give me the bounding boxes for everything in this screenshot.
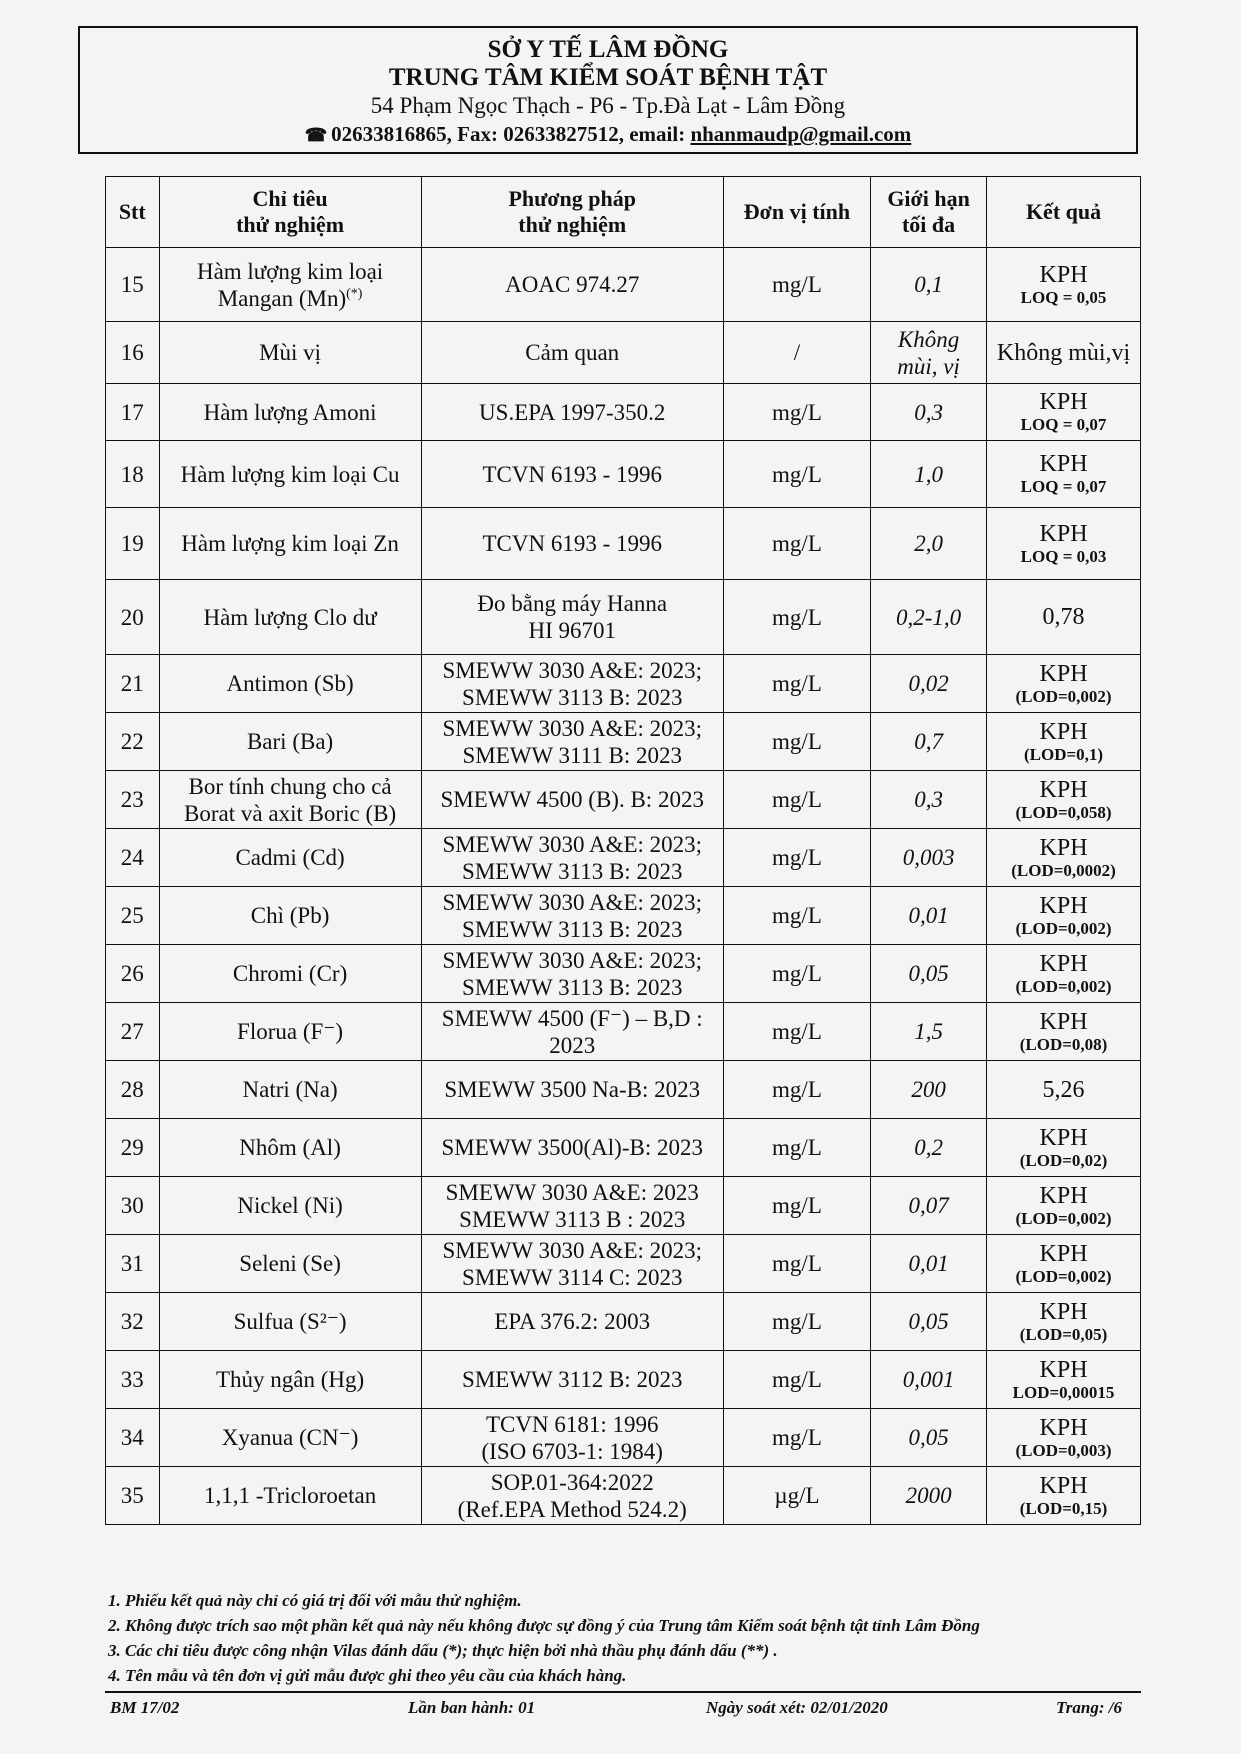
table-row [106, 887, 1141, 945]
cell-indicator [159, 1003, 421, 1061]
result-value: KPH [1039, 261, 1088, 288]
cell-stt: 32 [106, 1293, 160, 1351]
result-value: KPH [1039, 950, 1088, 977]
result-limit-note: (LOD=0,058) [1015, 802, 1112, 822]
method-line: AOAC 974.27 [505, 272, 640, 297]
cell-stt: 17 [106, 384, 160, 441]
method-line: Cảm quan [525, 340, 620, 365]
cell-limit: 1,0 [871, 441, 987, 508]
cell-limit: 0,7 [871, 713, 987, 771]
cell-unit: mg/L [723, 713, 870, 771]
cell-limit: 0,3 [871, 771, 987, 829]
method-line: (ISO 6703-1: 1984) [481, 1438, 663, 1464]
col-limit-header: Giới hạn tối đa [871, 177, 987, 248]
cell-stt: 20 [106, 580, 160, 655]
notes [108, 1588, 1148, 1688]
table-row [106, 1235, 1141, 1293]
indicator-name: Hàm lượng kim loại Cu [180, 461, 400, 487]
result-limit-note: (LOD=0,0002) [1011, 860, 1116, 880]
method-line: SMEWW 3113 B: 2023 [462, 974, 683, 1000]
result-value: KPH [1039, 451, 1088, 477]
cell-limit: 0,02 [871, 655, 987, 713]
indicator-name: Xyanua (CN⁻) [221, 1425, 359, 1450]
cell-unit: mg/L [723, 1293, 870, 1351]
cell-unit: mg/L [723, 945, 870, 1003]
cell-stt: 19 [106, 508, 160, 580]
method-line: SMEWW 3030 A&E: 2023; [442, 657, 703, 683]
indicator-name: Chromi (Cr) [232, 961, 348, 986]
cell-method [421, 713, 723, 771]
phone-icon: ☎ [304, 125, 328, 145]
cell-unit: mg/L [723, 829, 870, 887]
indicator-name: Hàm lượng kim loại Zn [181, 531, 399, 556]
table-row [106, 1119, 1141, 1177]
col-stt-header: Stt [106, 177, 160, 248]
cell-indicator [159, 1235, 421, 1293]
table-row [106, 1177, 1141, 1235]
method-line: SMEWW 3030 A&E: 2023; [442, 715, 703, 741]
cell-stt: 33 [106, 1351, 160, 1409]
cell-result [987, 322, 1141, 384]
cell-unit: mg/L [723, 248, 870, 322]
result-value: Không mùi,vị [996, 339, 1131, 366]
indicator-name: Nickel (Ni) [237, 1193, 343, 1218]
form-code: BM 17/02 [110, 1698, 180, 1717]
cell-indicator [159, 1351, 421, 1409]
cell-method [421, 655, 723, 713]
cell-result [987, 829, 1141, 887]
method-line: SMEWW 3030 A&E: 2023; [442, 947, 703, 973]
method-line: SMEWW 3030 A&E: 2023; [442, 889, 703, 915]
cell-stt: 18 [106, 441, 160, 508]
cell-indicator [159, 248, 421, 322]
cell-indicator [159, 1119, 421, 1177]
method-line: SMEWW 3113 B: 2023 [462, 916, 683, 942]
note-2: 2. Không được trích sao một phần kết quả này nếu không được sự đồng ý của Trung tâm Kiểm soát bệnh tật tỉnh Lâm Đồng [108, 1616, 980, 1635]
cell-method [421, 1061, 723, 1119]
col-method-header: Phương pháp thử nghiệm [421, 177, 723, 248]
method-line: SMEWW 3112 B: 2023 [462, 1367, 683, 1392]
result-limit-note: LOQ = 0,05 [1020, 287, 1107, 307]
table-row [106, 1293, 1141, 1351]
cell-indicator [159, 1293, 421, 1351]
table-row [106, 1351, 1141, 1409]
note-3: 3. Các chỉ tiêu được công nhận Vilas đánh dấu (*); thực hiện bởi nhà thầu phụ đánh dấu (**) . [108, 1641, 778, 1660]
result-limit-note: (LOD=0,002) [1015, 1266, 1112, 1286]
table-row [106, 508, 1141, 580]
result-limit-note: LOQ = 0,07 [1020, 477, 1107, 496]
method-line: SMEWW 3113 B: 2023 [462, 684, 683, 710]
result-limit-note: (LOD=0,002) [1015, 686, 1112, 706]
cell-result [987, 771, 1141, 829]
result-limit-note: LOQ = 0,03 [1020, 546, 1107, 566]
cell-unit: mg/L [723, 508, 870, 580]
cell-result [987, 1003, 1141, 1061]
result-limit-note: (LOD=0,1) [1023, 744, 1104, 764]
indicator-name: Bari (Ba) [246, 729, 334, 754]
table-row [106, 1467, 1141, 1525]
cell-stt: 29 [106, 1119, 160, 1177]
method-line: SMEWW 3030 A&E: 2023; [442, 1237, 703, 1263]
col-unit-header: Đơn vị tính [723, 177, 870, 248]
cell-method [421, 771, 723, 829]
indicator-name: Thủy ngân (Hg) [215, 1367, 365, 1392]
table-row [106, 1003, 1141, 1061]
indicator-name: Bor tính chung cho cả Borat và axit Boric (B) [184, 773, 397, 826]
cell-limit: 0,01 [871, 887, 987, 945]
result-value: KPH [1039, 1240, 1088, 1267]
table-row [106, 713, 1141, 771]
result-value: KPH [1039, 834, 1088, 861]
cell-stt: 34 [106, 1409, 160, 1467]
cell-unit: mg/L [723, 580, 870, 655]
cell-result [987, 1409, 1141, 1467]
cell-stt: 22 [106, 713, 160, 771]
cell-method [421, 580, 723, 655]
cell-limit: 0,05 [871, 1293, 987, 1351]
cell-stt: 25 [106, 887, 160, 945]
cell-unit: mg/L [723, 441, 870, 508]
cell-stt: 28 [106, 1061, 160, 1119]
cell-limit: 1,5 [871, 1003, 987, 1061]
indicator-name: Natri (Na) [242, 1077, 338, 1102]
cell-method [421, 248, 723, 322]
method-line: SMEWW 3114 C: 2023 [462, 1264, 683, 1290]
cell-stt: 26 [106, 945, 160, 1003]
cell-unit: mg/L [723, 771, 870, 829]
cell-limit: 0,05 [871, 1409, 987, 1467]
cell-method [421, 829, 723, 887]
indicator-name: Mùi vị [259, 340, 322, 365]
cell-unit: mg/L [723, 655, 870, 713]
cell-result [987, 1061, 1141, 1119]
table-row [106, 441, 1141, 508]
cell-method [421, 441, 723, 508]
result-value: KPH [1039, 892, 1088, 919]
cell-stt: 24 [106, 829, 160, 887]
method-line: Đo bằng máy Hanna [477, 591, 668, 616]
result-value: KPH [1039, 1008, 1088, 1035]
cell-indicator [159, 655, 421, 713]
document-header [78, 26, 1138, 154]
indicator-name: 1,1,1 -Tricloroetan [203, 1483, 377, 1508]
cell-indicator [159, 887, 421, 945]
method-line: SMEWW 4500 (F⁻) – B,D : [441, 1005, 703, 1031]
cell-unit: mg/L [723, 1235, 870, 1293]
result-value: KPH [1039, 389, 1088, 415]
cell-unit: mg/L [723, 384, 870, 441]
result-limit-note: (LOD=0,003) [1015, 1440, 1112, 1460]
method-line: HI 96701 [528, 618, 616, 643]
cell-limit: 0,3 [871, 384, 987, 441]
cell-method [421, 322, 723, 384]
result-value: KPH [1039, 718, 1088, 745]
result-limit-note: LOD=0,00015 [1012, 1382, 1115, 1402]
cell-indicator [159, 580, 421, 655]
cell-method [421, 1467, 723, 1525]
cell-limit: 2000 [871, 1467, 987, 1525]
result-limit-note: (LOD=0,002) [1015, 918, 1112, 938]
table-header-row [106, 177, 1141, 248]
cell-indicator [159, 441, 421, 508]
method-line: SMEWW 3113 B: 2023 [462, 858, 683, 884]
result-limit-note: (LOD=0,15) [1019, 1498, 1108, 1518]
center-name: TRUNG TÂM KIỂM SOÁT BỆNH TẬT [388, 64, 828, 91]
result-value: KPH [1039, 1472, 1088, 1499]
result-value: KPH [1039, 1182, 1088, 1209]
issue-number: Lần ban hành: 01 [408, 1698, 536, 1717]
cell-method [421, 384, 723, 441]
footer-divider [105, 1691, 1141, 1693]
cell-method [421, 508, 723, 580]
cell-result [987, 887, 1141, 945]
cell-method [421, 1235, 723, 1293]
cell-stt: 31 [106, 1235, 160, 1293]
cell-method [421, 1409, 723, 1467]
cell-method [421, 1351, 723, 1409]
cell-stt: 35 [106, 1467, 160, 1525]
cell-result [987, 1351, 1141, 1409]
page-number: Trang: /6 [1056, 1698, 1122, 1717]
cell-method [421, 945, 723, 1003]
cell-result [987, 384, 1141, 441]
cell-unit: / [723, 322, 870, 384]
cell-result [987, 1467, 1141, 1525]
table-row [106, 580, 1141, 655]
table-row [106, 945, 1141, 1003]
cell-result [987, 248, 1141, 322]
cell-stt: 30 [106, 1177, 160, 1235]
cell-limit: 2,0 [871, 508, 987, 580]
cell-result [987, 655, 1141, 713]
indicator-name: Hàm lượng kim loại Mangan (Mn) [196, 258, 384, 311]
cell-stt: 15 [106, 248, 160, 322]
table-row [106, 384, 1141, 441]
indicator-name: Antimon (Sb) [226, 671, 354, 696]
cell-method [421, 1177, 723, 1235]
cell-unit: mg/L [723, 1177, 870, 1235]
cell-indicator [159, 1409, 421, 1467]
method-line: SMEWW 3500(Al)-B: 2023 [441, 1135, 703, 1160]
cell-result [987, 1235, 1141, 1293]
method-line: TCVN 6193 - 1996 [482, 531, 662, 556]
indicator-name: Sulfua (S²⁻) [233, 1309, 347, 1334]
cell-indicator [159, 829, 421, 887]
result-value: 5,26 [1042, 1076, 1085, 1103]
cell-method [421, 1293, 723, 1351]
indicator-name: Chì (Pb) [250, 903, 330, 928]
org-name: SỞ Y TẾ LÂM ĐỒNG [487, 36, 729, 63]
table-row [106, 655, 1141, 713]
result-limit-note: (LOD=0,08) [1019, 1034, 1108, 1054]
cell-limit: 0,01 [871, 1235, 987, 1293]
method-line: EPA 376.2: 2003 [494, 1309, 651, 1334]
method-line: SMEWW 3111 B: 2023 [462, 742, 683, 768]
note-4: 4. Tên mẫu và tên đơn vị gửi mẫu được ghi theo yêu cầu của khách hàng. [108, 1666, 627, 1685]
method-line: SMEWW 3113 B : 2023 [459, 1206, 686, 1232]
cell-limit: 200 [871, 1061, 987, 1119]
method-line: US.EPA 1997-350.2 [479, 399, 666, 425]
result-value: KPH [1039, 1124, 1088, 1151]
cell-stt: 21 [106, 655, 160, 713]
phone-fax: 02633816865, Fax: 02633827512, email: [331, 122, 691, 146]
method-line: SMEWW 3030 A&E: 2023; [442, 831, 703, 857]
cell-unit: mg/L [723, 887, 870, 945]
cell-unit: mg/L [723, 1003, 870, 1061]
col-result-header: Kết quả [987, 177, 1141, 248]
result-limit-note: (LOD=0,002) [1015, 1208, 1112, 1228]
cell-indicator [159, 508, 421, 580]
cell-result [987, 713, 1141, 771]
method-line: SMEWW 3500 Na-B: 2023 [444, 1077, 701, 1102]
table-row [106, 248, 1141, 322]
indicator-name: Cadmi (Cd) [235, 845, 345, 870]
indicator-name: Nhôm (Al) [239, 1135, 341, 1160]
indicator-name: Florua (F⁻) [237, 1019, 344, 1044]
result-limit-note: (LOD=0,02) [1019, 1150, 1108, 1170]
cell-result [987, 945, 1141, 1003]
result-value: KPH [1039, 520, 1088, 547]
cell-limit: Không mùi, vị [871, 322, 987, 384]
cell-result [987, 508, 1141, 580]
cell-indicator [159, 713, 421, 771]
cell-limit: 0,1 [871, 248, 987, 322]
method-line: 2023 [549, 1032, 596, 1058]
review-date: Ngày soát xét: 02/01/2020 [706, 1698, 888, 1717]
cell-limit: 0,05 [871, 945, 987, 1003]
method-line: SMEWW 4500 (B). B: 2023 [440, 787, 704, 812]
cell-method [421, 1119, 723, 1177]
result-value: KPH [1039, 1356, 1088, 1383]
cell-limit: 0,2 [871, 1119, 987, 1177]
cell-indicator [159, 322, 421, 384]
contact-line [80, 120, 1136, 149]
cell-indicator [159, 384, 421, 441]
table-row [106, 829, 1141, 887]
method-line: SMEWW 3030 A&E: 2023 [445, 1179, 699, 1205]
email-link[interactable]: nhanmaudp@gmail.com [690, 122, 912, 146]
cell-unit: mg/L [723, 1351, 870, 1409]
cell-result [987, 580, 1141, 655]
result-limit-note: LOQ = 0,07 [1020, 415, 1107, 434]
method-line: (Ref.EPA Method 524.2) [457, 1496, 687, 1522]
indicator-name: Hàm lượng Amoni [203, 399, 377, 425]
table-row [106, 1409, 1141, 1467]
cell-unit: µg/L [723, 1467, 870, 1525]
address: 54 Phạm Ngọc Thạch - P6 - Tp.Đà Lạt - Lâm Đồng [370, 93, 846, 118]
result-value: KPH [1039, 1298, 1088, 1325]
cell-limit: 0,003 [871, 829, 987, 887]
cell-result [987, 441, 1141, 508]
result-limit-note: (LOD=0,05) [1019, 1324, 1108, 1344]
cell-result [987, 1293, 1141, 1351]
table-row [106, 771, 1141, 829]
cell-indicator [159, 1061, 421, 1119]
cell-unit: mg/L [723, 1119, 870, 1177]
cell-method [421, 1003, 723, 1061]
method-line: TCVN 6193 - 1996 [482, 461, 662, 487]
result-value: KPH [1039, 1414, 1088, 1441]
cell-result [987, 1177, 1141, 1235]
result-value: KPH [1039, 660, 1088, 687]
result-value: KPH [1039, 776, 1088, 803]
cell-stt: 16 [106, 322, 160, 384]
cell-indicator [159, 771, 421, 829]
cell-unit: mg/L [723, 1061, 870, 1119]
indicator-mark: (*) [346, 285, 363, 301]
results-table [105, 176, 1141, 1525]
cell-result [987, 1119, 1141, 1177]
method-line: SOP.01-364:2022 [490, 1469, 654, 1495]
result-limit-note: (LOD=0,002) [1015, 976, 1112, 996]
cell-limit: 0,07 [871, 1177, 987, 1235]
cell-indicator [159, 945, 421, 1003]
cell-limit: 0,001 [871, 1351, 987, 1409]
result-value: 0,78 [1042, 604, 1085, 630]
cell-method [421, 887, 723, 945]
table-row [106, 1061, 1141, 1119]
note-1: 1. Phiếu kết quả này chỉ có giá trị đối với mẫu thử nghiệm. [108, 1591, 522, 1610]
cell-stt: 23 [106, 771, 160, 829]
indicator-name: Hàm lượng Clo dư [203, 604, 377, 630]
table-row [106, 322, 1141, 384]
method-line: TCVN 6181: 1996 [485, 1411, 659, 1437]
col-indicator-header: Chỉ tiêu thử nghiệm [159, 177, 421, 248]
cell-stt: 27 [106, 1003, 160, 1061]
cell-unit: mg/L [723, 1409, 870, 1467]
cell-indicator [159, 1467, 421, 1525]
cell-indicator [159, 1177, 421, 1235]
indicator-name: Seleni (Se) [239, 1251, 341, 1276]
cell-limit: 0,2-1,0 [871, 580, 987, 655]
